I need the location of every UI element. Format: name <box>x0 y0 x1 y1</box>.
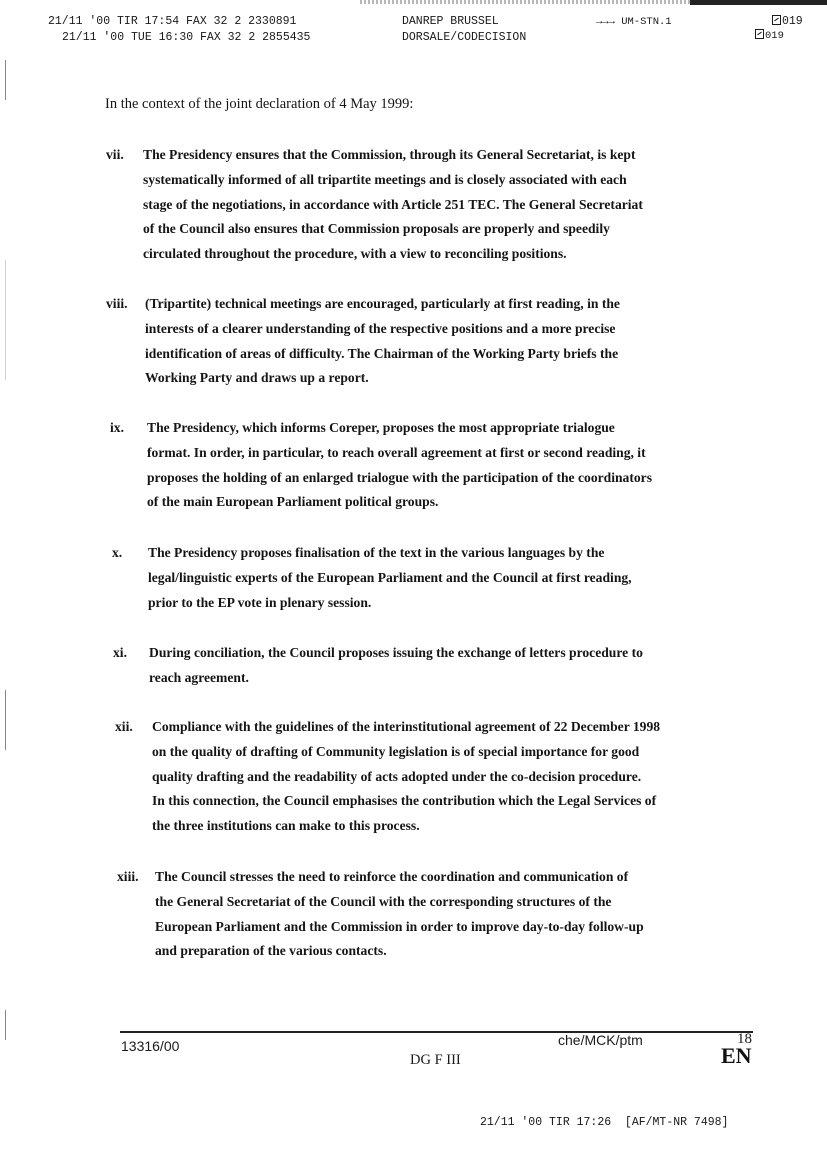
item-line: During conciliation, the Council proposes issuing the exchange of letters procedure to <box>149 645 643 660</box>
item-line: Compliance with the guidelines of the interinstitutional agreement of 22 December 1998 <box>152 719 661 734</box>
page-number: 18 <box>737 1031 752 1047</box>
item-body <box>143 143 743 267</box>
item-line: of the Council also ensures that Commission proposals are properly and speedily <box>143 221 610 237</box>
item-body <box>152 715 752 839</box>
item-body <box>145 292 745 391</box>
intro-sentence: In the context of the joint declaration of 4 May 1999: <box>105 96 414 112</box>
item-number: viii. <box>106 296 128 311</box>
item-number: xi. <box>113 645 127 660</box>
fax-page-icon <box>772 15 781 25</box>
item-line: on the quality of drafting of Community legislation is of special importance for good <box>152 743 640 759</box>
item-line: The Presidency ensures that the Commission, through its General Secretariat, is kept <box>143 147 636 162</box>
item-line: identification of areas of difficulty. The Chairman of the Working Party briefs the <box>145 345 619 361</box>
fax-header-line-2: 21/11 '00 TUE 16:30 FAX 32 2 2855435 <box>62 31 311 44</box>
fax-page-number-1: 019 <box>782 15 803 28</box>
item-line: proposes the holding of an enlarged trialogue with the participation of the coordinators <box>147 469 652 485</box>
item-number: vii. <box>106 147 124 162</box>
item-body <box>148 541 748 615</box>
fax-header-sender: DANREP BRUSSEL <box>402 15 499 28</box>
item-line: the General Secretariat of the Council with the corresponding structures of the <box>155 893 612 909</box>
item-line: (Tripartite) technical meetings are encouraged, particularly at first reading, in the <box>145 296 620 311</box>
item-line: quality drafting and the readability of acts adopted under the co-decision procedure. <box>152 768 642 784</box>
item-line: the three institutions can make to this process. <box>152 818 420 834</box>
item-number: ix. <box>110 420 124 435</box>
item-body <box>147 416 747 515</box>
scan-margin-mark <box>5 690 6 750</box>
item-line: The Council stresses the need to reinforce the coordination and communication of <box>155 869 629 884</box>
item-line: systematically informed of all tripartite meetings and is closely associated with each <box>143 171 627 187</box>
item-line: legal/linguistic experts of the European Parliament and the Council at first reading, <box>148 569 632 585</box>
item-line: interests of a clearer understanding of the respective positions and a more precise <box>145 320 616 336</box>
fax-header-department: DORSALE/CODECISION <box>402 31 527 44</box>
item-line: stage of the negotiations, in accordance with Article 251 TEC. The General Secretariat <box>143 196 643 212</box>
directorate: DG F III <box>410 1052 461 1068</box>
item-number: xiii. <box>117 869 139 884</box>
scan-margin-mark <box>5 260 6 380</box>
author-initials: che/MCK/ptm <box>558 1032 643 1048</box>
fax-footer: 21/11 '00 TIR 17:26 [AF/MT-NR 7498] <box>480 1116 729 1129</box>
item-line: format. In order, in particular, to reach overall agreement at first or second reading, it <box>147 444 646 460</box>
fax-header-destination: →→→ UM-STN.1 <box>596 16 672 28</box>
item-line: The Presidency proposes finalisation of the text in the various languages by the <box>148 545 605 560</box>
scan-margin-mark <box>5 1010 6 1040</box>
item-number: xii. <box>115 719 133 734</box>
item-line: The Presidency, which informs Coreper, proposes the most appropriate trialogue <box>147 420 615 435</box>
item-line: In this connection, the Council emphasises the contribution which the Legal Services of <box>152 793 657 809</box>
document-number: 13316/00 <box>121 1038 180 1054</box>
item-line: prior to the EP vote in plenary session. <box>148 594 372 610</box>
fax-header-page-2 <box>755 29 784 43</box>
scan-margin-mark <box>5 60 6 100</box>
item-line: circulated throughout the procedure, with a view to reconciling positions. <box>143 246 567 262</box>
language-code: EN <box>721 1043 752 1068</box>
item-line: Working Party and draws up a report. <box>145 370 369 386</box>
item-line: European Parliament and the Commission in order to improve day-to-day follow-up <box>155 918 644 934</box>
fax-page-icon <box>755 29 764 39</box>
fax-header-line-1: 21/11 '00 TIR 17:54 FAX 32 2 2330891 <box>48 15 297 28</box>
fax-top-bar-solid <box>690 0 827 5</box>
item-number: x. <box>112 545 123 560</box>
fax-header-page-1 <box>772 15 803 29</box>
item-line: and preparation of the various contacts. <box>155 943 387 959</box>
fax-page-number-2: 019 <box>765 30 784 42</box>
item-line: of the main European Parliament political groups. <box>147 494 439 510</box>
item-line: reach agreement. <box>149 669 249 685</box>
item-body <box>149 641 749 691</box>
item-body <box>155 865 755 964</box>
footer-rule <box>120 1031 753 1033</box>
